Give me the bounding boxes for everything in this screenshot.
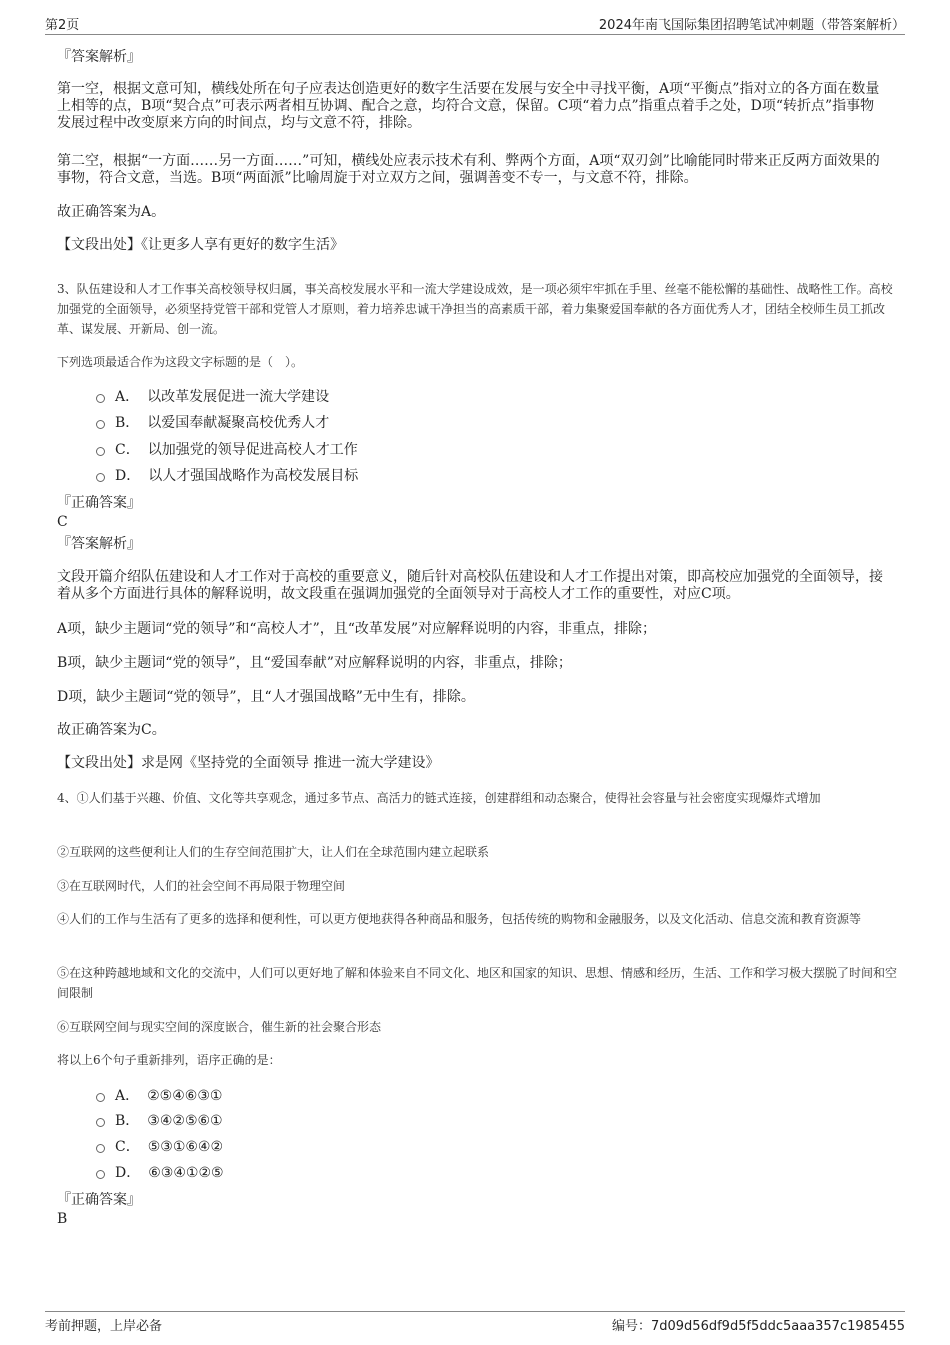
- option-text: 以改革发展促进一流大学建设: [147, 389, 330, 405]
- q4-question: 将以上6个句子重新排列，语序正确的是：: [57, 1053, 281, 1067]
- radio-icon[interactable]: [96, 1144, 105, 1153]
- option-label: A．: [115, 1088, 140, 1104]
- radio-icon[interactable]: [96, 1118, 105, 1127]
- q3-option-a[interactable]: [96, 388, 329, 406]
- q2-source: 【文段出处】《让更多人享有更好的数字生活》: [57, 237, 344, 253]
- radio-icon[interactable]: [96, 1093, 105, 1102]
- page-footer: [45, 1311, 905, 1334]
- option-text: 以加强党的领导促进高校人才工作: [147, 442, 358, 458]
- q4-option-a[interactable]: [96, 1087, 222, 1105]
- q3-stem: 3、队伍建设和人才工作事关高校领导权归属，事关高校发展水平和一流大学建设成效，是一项必须牢牢抓在手里、丝毫不能松懈的基础性、战略性工作。高校加强党的全面领导，必须坚持党管干部和党管人才原则，着力培养忠诚干净担当的高素质干部，着力集聚爱国奉献的各方面优秀人才，团结全校师生员工抓改革、谋发展、开新局、创一流。: [57, 282, 893, 336]
- option-label: C．: [115, 442, 140, 458]
- option-text: 以人才强国战略作为高校发展目标: [148, 468, 359, 484]
- q3-source: 【文段出处】求是网《坚持党的全面领导 推进一流大学建设》: [57, 755, 440, 771]
- q3-analysis-label: 『答案解析』: [57, 536, 141, 552]
- q4-correct-answer: B: [57, 1211, 68, 1227]
- option-label: C．: [115, 1139, 140, 1155]
- radio-icon[interactable]: [96, 1170, 105, 1179]
- q4-sentence-1: 4、①人们基于兴趣、价值、文化等共享观念，通过多节点、高活力的链式连接，创建群组和动态聚合，使得社会容量与社会密度实现爆炸式增加: [57, 791, 821, 805]
- option-label: A．: [115, 389, 140, 405]
- q2-analysis-label: 『答案解析』: [57, 49, 141, 65]
- option-text: ⑥③④①②⑤: [148, 1165, 224, 1181]
- page-header: [45, 14, 905, 35]
- document-id: 编号：7d09d56df9d5f5ddc5aaa357c1985455: [611, 1319, 905, 1334]
- q4-sentence-2: ②互联网的这些便利让人们的生存空间范围扩大，让人们在全球范围内建立起联系: [57, 845, 490, 859]
- q2-analysis-para1: 第一空，根据文意可知，横线处所在句子应表达创造更好的数字生活要在发展与安全中寻找平衡，A项“平衡点”指对立的各方面在数量上相等的点，B项“契合点”可表示两者相互协调、配合之意，均符合文意，保留。C项“着力点”指重点着手之处，D项“转折点”指事物发展过程中改变原来方向的时间点，均与文意不符，排除。: [57, 81, 880, 131]
- q4-sentence-3: ③在互联网时代，人们的社会空间不再局限于物理空间: [57, 879, 346, 893]
- q3-analysis-para4: D项，缺少主题词“党的领导”，且“人才强国战略”无中生有，排除。: [57, 689, 475, 705]
- radio-icon[interactable]: [96, 394, 105, 403]
- option-label: D．: [115, 1165, 141, 1181]
- q3-option-b[interactable]: [96, 414, 329, 432]
- option-label: B．: [115, 1113, 140, 1129]
- q2-conclusion: 故正确答案为A。: [57, 204, 166, 220]
- q3-analysis-para1: 文段开篇介绍队伍建设和人才工作对于高校的重要意义，随后针对高校队伍建设和人才工作提出对策，即高校应加强党的全面领导，接着从多个方面进行具体的解释说明，故文段重在强调加强党的全面领导对于高校人才工作的重要性，对应C项。: [57, 569, 883, 602]
- q4-option-b[interactable]: [96, 1112, 223, 1130]
- q3-correct-label: 『正确答案』: [57, 495, 141, 511]
- option-label: D．: [115, 468, 141, 484]
- q3-analysis-para2: A项，缺少主题词“党的领导”和“高校人才”，且“改革发展”对应解释说明的内容，非重点，排除；: [57, 621, 657, 637]
- document-title: 2024年南飞国际集团招聘笔试冲刺题（带答案解析）: [598, 18, 905, 33]
- radio-icon[interactable]: [96, 473, 105, 482]
- q3-question: 下列选项最适合作为这段文字标题的是（ ）。: [57, 355, 304, 369]
- page-number: 第2页: [45, 18, 80, 33]
- q4-sentence-4: ④人们的工作与生活有了更多的选择和便利性，可以更方便地获得各种商品和服务，包括传统的购物和金融服务，以及文化活动、信息交流和教育资源等: [57, 912, 862, 926]
- q4-option-d[interactable]: [96, 1164, 224, 1182]
- option-text: ②⑤④⑥③①: [147, 1088, 223, 1104]
- option-text: ③④②⑤⑥①: [147, 1113, 223, 1129]
- q4-correct-label: 『正确答案』: [57, 1192, 141, 1208]
- radio-icon[interactable]: [96, 420, 105, 429]
- q3-analysis-para3: B项，缺少主题词“党的领导”，且“爱国奉献”对应解释说明的内容，非重点，排除；: [57, 655, 572, 671]
- q3-correct-answer: C: [57, 514, 68, 530]
- q4-sentence-6: ⑥互联网空间与现实空间的深度嵌合，催生新的社会聚合形态: [57, 1020, 382, 1034]
- q2-analysis-para2: 第二空，根据“一方面……另一方面……”可知，横线处应表示技术有利、弊两个方面，A项“双刃剑”比喻能同时带来正反两方面效果的事物，符合文意，当选。B项“两面派”比喻周旋于对立双方之间，强调善变不专一，与文意不符，排除。: [57, 153, 880, 186]
- q3-option-d[interactable]: [96, 467, 358, 485]
- radio-icon[interactable]: [96, 447, 105, 456]
- q4-sentence-5: ⑤在这种跨越地域和文化的交流中，人们可以更好地了解和体验来自不同文化、地区和国家的知识、思想、情感和经历，生活、工作和学习极大摆脱了时间和空间限制: [57, 966, 898, 1000]
- footer-slogan: 考前押题，上岸必备: [45, 1319, 163, 1334]
- q3-conclusion: 故正确答案为C。: [57, 722, 166, 738]
- q4-option-c[interactable]: [96, 1138, 223, 1156]
- option-text: ⑤③①⑥④②: [147, 1139, 224, 1155]
- option-label: B．: [115, 415, 140, 431]
- option-text: 以爱国奉献凝聚高校优秀人才: [147, 415, 330, 431]
- q3-option-c[interactable]: [96, 441, 358, 459]
